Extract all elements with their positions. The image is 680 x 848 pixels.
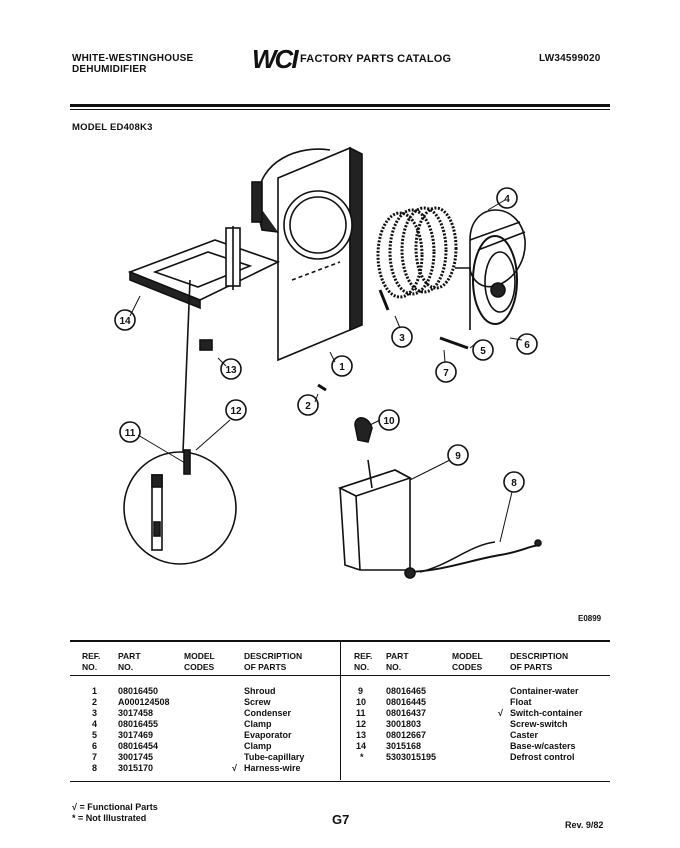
row-desc: Float [510,697,532,707]
row-ref: 2 [92,697,98,707]
condenser-coil [378,208,456,310]
row-ref: 10 [356,697,367,707]
row-part: 08016454 [118,741,159,751]
wci-logo: WCI [252,44,297,74]
row-part: 3001803 [386,719,422,729]
row-desc: Container-water [510,686,579,696]
row-desc: Clamp [244,741,272,751]
row-ref: 4 [92,719,98,729]
callout-9: 9 [455,451,461,462]
row-ref: 12 [356,719,367,729]
row-ref: 6 [92,741,98,751]
row-desc: Clamp [244,719,272,729]
row-part: A000124508 [118,697,170,707]
legend-not-illustrated: * = Not Illustrated [72,813,147,823]
row-desc: Screw-switch [510,719,568,729]
catalog-number: LW34599020 [539,53,601,64]
callout-10: 10 [383,416,395,427]
row-part: 3015170 [118,763,154,773]
callout-12: 12 [230,406,242,417]
brand-line1: WHITE-WESTINGHOUSE [72,53,194,64]
row-ref: 5 [92,730,98,740]
row-desc: Harness-wire [244,763,301,773]
table-bottom-rule [70,781,610,782]
row-desc: Caster [510,730,539,740]
row-part: 3015168 [386,741,422,751]
callout-3: 3 [399,333,405,344]
row-desc: Condenser [244,708,292,718]
callout-5: 5 [480,346,486,357]
row-desc: Screw [244,697,271,707]
table-column-divider [340,642,341,780]
hdr-model-right: MODEL CODES [452,651,483,672]
row-part: 08016465 [386,686,427,696]
catalog-title: FACTORY PARTS CATALOG [300,53,452,65]
row-ref: 3 [92,708,98,718]
row-ref: 1 [92,686,98,696]
callout-7: 7 [443,368,449,379]
row-ref: 7 [92,752,98,762]
row-part: 3017458 [118,708,154,718]
base-part [130,226,278,308]
row-part: 08012667 [386,730,427,740]
row-desc: Defrost control [510,752,575,762]
hdr-model-left: MODEL CODES [184,651,215,672]
row-desc: Shroud [244,686,276,696]
switch-detail [124,280,236,564]
row-part: 5303015195 [386,752,437,762]
row-part: 08016455 [118,719,159,729]
callout-2: 2 [305,401,311,412]
row-part: 3001745 [118,752,154,762]
row-ref: 14 [356,741,367,751]
header-rule-thick [70,104,610,107]
row-ref: 8 [92,763,98,773]
callout-1: 1 [339,362,345,373]
header-rule-thin [70,109,610,110]
caster-part [200,340,212,350]
hdr-ref-right: REF. NO. [354,651,373,672]
functional-check: √ [232,763,237,773]
revision-date: Rev. 9/82 [565,820,604,830]
row-desc: Evaporator [244,730,292,740]
brand-line2: DEHUMIDIFIER [72,64,147,75]
callout-8: 8 [511,478,517,489]
row-ref: 9 [358,686,364,696]
hdr-part-left: PART NO. [118,651,141,672]
exploded-parts-diagram [0,130,680,610]
float-part [355,418,372,442]
hdr-desc-left: DESCRIPTION OF PARTS [244,651,303,672]
hdr-part-right: PART NO. [386,651,409,672]
callout-14: 14 [119,316,131,327]
wire-harness [405,540,541,578]
row-part: 08016445 [386,697,427,707]
callout-11: 11 [124,428,136,439]
row-ref: 13 [356,730,367,740]
shroud-part [252,148,362,360]
row-desc: Base-w/casters [510,741,576,751]
hdr-desc-right: DESCRIPTION OF PARTS [510,651,569,672]
row-ref: * [360,752,364,762]
callout-6: 6 [524,340,530,351]
row-part: 08016437 [386,708,427,718]
row-ref: 11 [356,708,366,718]
screw-part [318,385,326,390]
page-number: G7 [332,812,350,827]
callout-4: 4 [504,194,510,205]
water-container [340,460,410,570]
callout-13: 13 [225,365,237,376]
functional-check: √ [498,708,503,718]
row-part: 08016450 [118,686,159,696]
row-desc: Tube-capillary [244,752,305,762]
figure-code: E0899 [578,614,602,623]
model-label: MODEL ED408K3 [72,122,153,133]
row-part: 3017469 [118,730,154,740]
hdr-ref-left: REF. NO. [82,651,101,672]
legend-functional: √ = Functional Parts [72,802,158,812]
row-desc: Switch-container [510,708,583,718]
